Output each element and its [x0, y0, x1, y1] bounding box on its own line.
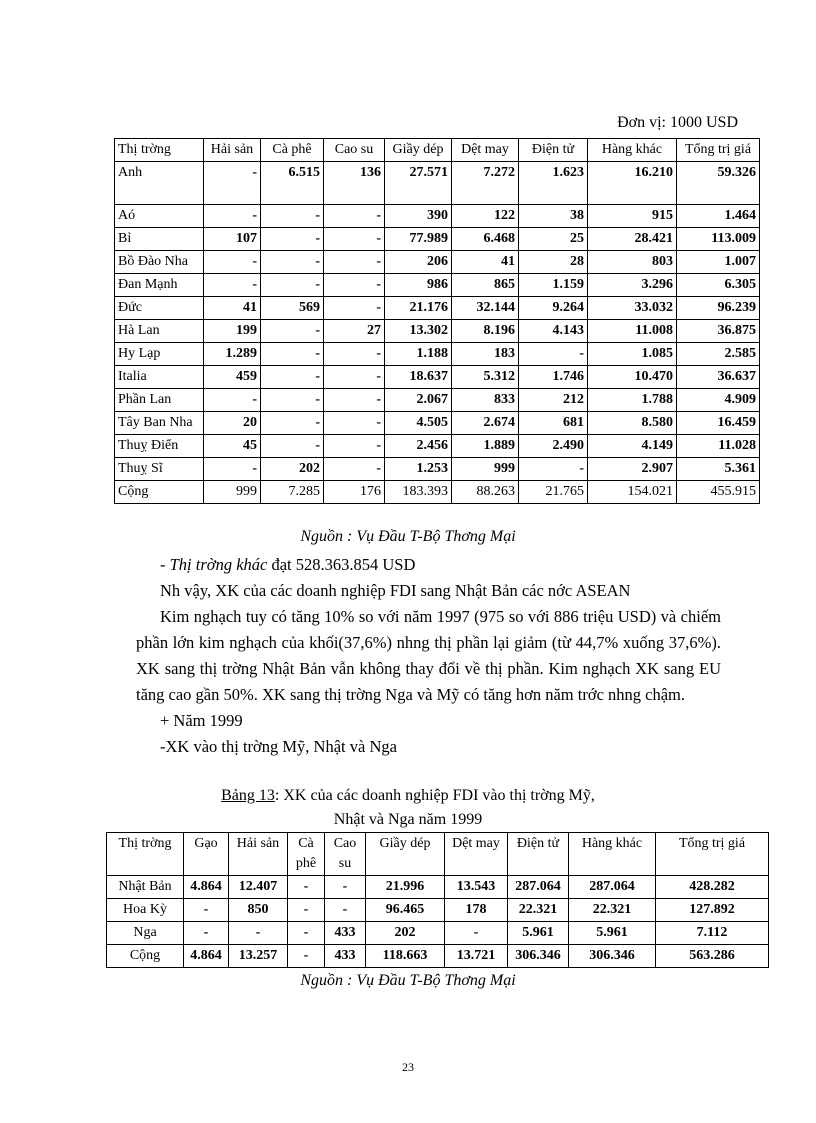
market-name-cell: Đức [115, 297, 204, 320]
col-header-total: Tổng trị giá [656, 833, 769, 876]
col-header-other: Hàng khác [569, 833, 656, 876]
table-row [107, 945, 769, 968]
col-header-market: Thị trờng [115, 139, 204, 162]
table-row [115, 458, 760, 481]
table-header-row [107, 833, 769, 876]
value-cell: - [184, 899, 229, 922]
value-cell: - [261, 435, 324, 458]
value-cell: 206 [385, 251, 452, 274]
value-cell: 88.263 [452, 481, 519, 504]
value-cell: 16.210 [588, 162, 677, 205]
paragraph-main: Kim nghạch tuy có tăng 10% so với năm 1997 (975 so với 886 triệu USD) và chiếm phần lớn kim nghạch của khối(37,6%) nhng thị phần lại giảm (từ 44,7% xuống 37,6%). XK sang thị trờng Nhật Bản vẫn không thay đổi về thị phần. Kim nghạch XK sang EU tăng cao gần 50%. XK sang thị trờng Nga và Mỹ có tăng hơn năm trớc nhng chậm. [136, 607, 721, 704]
table-row [115, 343, 760, 366]
value-cell: 2.674 [452, 412, 519, 435]
value-cell: 18.637 [385, 366, 452, 389]
value-cell: - [324, 389, 385, 412]
table-row [115, 366, 760, 389]
table-caption [0, 784, 816, 832]
value-cell: 455.915 [677, 481, 760, 504]
value-cell: - [519, 458, 588, 481]
table-row [115, 228, 760, 251]
value-cell: 41 [452, 251, 519, 274]
value-cell: 107 [204, 228, 261, 251]
col-header-seafood: Hải sản [229, 833, 288, 876]
value-cell: 22.321 [569, 899, 656, 922]
market-name-cell: Đan Mạnh [115, 274, 204, 297]
value-cell: - [288, 922, 325, 945]
value-cell: 41 [204, 297, 261, 320]
value-cell: - [261, 343, 324, 366]
value-cell: - [325, 876, 366, 899]
value-cell: 433 [325, 945, 366, 968]
value-cell: - [261, 205, 324, 228]
export-table-1999 [106, 832, 769, 968]
col-header-seafood: Hải sản [204, 139, 261, 162]
caption-line-2: Nhật và Nga năm 1999 [333, 811, 483, 828]
value-cell: - [288, 945, 325, 968]
value-cell: 33.032 [588, 297, 677, 320]
value-cell: 36.637 [677, 366, 760, 389]
col-header-coffee: Cà phê [288, 833, 325, 876]
paragraph-year: + Năm 1999 [160, 711, 243, 730]
market-name-cell: Cộng [115, 481, 204, 504]
col-header-market: Thị trờng [107, 833, 184, 876]
value-cell: 2.907 [588, 458, 677, 481]
value-cell: - [184, 922, 229, 945]
value-cell: 5.961 [569, 922, 656, 945]
export-table-eu [114, 138, 760, 504]
value-cell: 22.321 [508, 899, 569, 922]
value-cell: - [324, 458, 385, 481]
value-cell: 681 [519, 412, 588, 435]
value-cell: - [324, 412, 385, 435]
value-cell: 36.875 [677, 320, 760, 343]
value-cell: 4.505 [385, 412, 452, 435]
value-cell: - [324, 228, 385, 251]
value-cell: - [324, 435, 385, 458]
value-cell: 569 [261, 297, 324, 320]
value-cell: 12.407 [229, 876, 288, 899]
value-cell: 27 [324, 320, 385, 343]
value-cell: 1.788 [588, 389, 677, 412]
value-cell: 21.765 [519, 481, 588, 504]
value-cell: 1.085 [588, 343, 677, 366]
value-cell: - [261, 251, 324, 274]
value-cell: 154.021 [588, 481, 677, 504]
value-cell: 1.289 [204, 343, 261, 366]
value-cell: 999 [204, 481, 261, 504]
paragraph-other-market [136, 552, 721, 578]
market-name-cell: Cộng [107, 945, 184, 968]
market-name-cell: Thuỵ Điển [115, 435, 204, 458]
value-cell: 2.456 [385, 435, 452, 458]
value-cell: 59.326 [677, 162, 760, 205]
value-cell: 2.490 [519, 435, 588, 458]
table-row [115, 481, 760, 504]
page-number: 23 [402, 1060, 414, 1074]
value-cell: 3.296 [588, 274, 677, 297]
col-header-footwear: Giầy dép [385, 139, 452, 162]
value-cell: 183.393 [385, 481, 452, 504]
value-cell: 77.989 [385, 228, 452, 251]
value-cell: - [204, 389, 261, 412]
market-name-cell: Tây Ban Nha [115, 412, 204, 435]
body-text [136, 552, 721, 760]
col-header-total: Tổng trị giá [677, 139, 760, 162]
source-note-2: Nguồn : Vụ Đầu T-Bộ Thơng Mại [300, 972, 516, 989]
value-cell: 21.176 [385, 297, 452, 320]
value-cell: - [229, 922, 288, 945]
value-cell: 21.996 [366, 876, 445, 899]
value-cell: - [261, 389, 324, 412]
value-cell: 1.007 [677, 251, 760, 274]
value-cell: - [261, 366, 324, 389]
value-cell: 306.346 [508, 945, 569, 968]
value-cell: 563.286 [656, 945, 769, 968]
paragraph-asean: Nh vậy, XK của các doanh nghiệp FDI sang Nhật Bản các nớc ASEAN [160, 581, 631, 600]
col-header-other: Hàng khác [588, 139, 677, 162]
value-cell: 8.580 [588, 412, 677, 435]
market-name-cell: Thuỵ Sĩ [115, 458, 204, 481]
value-cell: 136 [324, 162, 385, 205]
value-cell: 13.721 [445, 945, 508, 968]
value-cell: 202 [261, 458, 324, 481]
value-cell: 999 [452, 458, 519, 481]
value-cell: 10.470 [588, 366, 677, 389]
market-name-cell: Hà Lan [115, 320, 204, 343]
value-cell: 176 [324, 481, 385, 504]
table-row [115, 251, 760, 274]
value-cell: 96.465 [366, 899, 445, 922]
market-name-cell: Aó [115, 205, 204, 228]
market-name-cell: Bỉ [115, 228, 204, 251]
value-cell: - [324, 343, 385, 366]
table-row [115, 389, 760, 412]
caption-text-1: : XK của các doanh nghiệp FDI vào thị trờng Mỹ, [274, 787, 595, 804]
value-cell: - [261, 228, 324, 251]
value-cell: 1.623 [519, 162, 588, 205]
value-cell: - [261, 320, 324, 343]
value-cell: 915 [588, 205, 677, 228]
value-cell: 1.464 [677, 205, 760, 228]
market-name-cell: Hy Lạp [115, 343, 204, 366]
value-cell: 13.302 [385, 320, 452, 343]
value-cell: - [204, 205, 261, 228]
value-cell: 183 [452, 343, 519, 366]
value-cell: 4.149 [588, 435, 677, 458]
value-cell: 118.663 [366, 945, 445, 968]
value-cell: 8.196 [452, 320, 519, 343]
value-cell: 16.459 [677, 412, 760, 435]
value-cell: 178 [445, 899, 508, 922]
other-market-value: đạt 528.363.854 USD [267, 555, 416, 574]
value-cell: 986 [385, 274, 452, 297]
paragraph-markets: -XK vào thị trờng Mỹ, Nhật và Nga [160, 737, 397, 756]
market-name-cell: Italia [115, 366, 204, 389]
table-row [107, 899, 769, 922]
table-header-row [115, 139, 760, 162]
value-cell: 212 [519, 389, 588, 412]
value-cell: 113.009 [677, 228, 760, 251]
value-cell: 199 [204, 320, 261, 343]
value-cell: - [204, 251, 261, 274]
col-header-rice: Gạo [184, 833, 229, 876]
value-cell: - [324, 205, 385, 228]
table-row [115, 162, 760, 205]
table-row [115, 297, 760, 320]
value-cell: 7.285 [261, 481, 324, 504]
table-row [115, 205, 760, 228]
table-row [115, 412, 760, 435]
market-name-cell: Hoa Kỳ [107, 899, 184, 922]
value-cell: 38 [519, 205, 588, 228]
value-cell: 7.112 [656, 922, 769, 945]
table-row [107, 876, 769, 899]
value-cell: 306.346 [569, 945, 656, 968]
table-row [115, 435, 760, 458]
value-cell: 122 [452, 205, 519, 228]
value-cell: - [261, 412, 324, 435]
value-cell: 96.239 [677, 297, 760, 320]
value-cell: 202 [366, 922, 445, 945]
value-cell: 6.305 [677, 274, 760, 297]
value-cell: - [324, 274, 385, 297]
other-market-label: - Thị trờng khác [160, 555, 268, 574]
value-cell: - [204, 274, 261, 297]
value-cell: 127.892 [656, 899, 769, 922]
col-header-electronics: Điện tử [508, 833, 569, 876]
market-name-cell: Nhật Bản [107, 876, 184, 899]
value-cell: 1.889 [452, 435, 519, 458]
value-cell: 4.143 [519, 320, 588, 343]
caption-line-1 [0, 784, 816, 808]
value-cell: - [445, 922, 508, 945]
value-cell: 28.421 [588, 228, 677, 251]
value-cell: 32.144 [452, 297, 519, 320]
col-header-rubber: Cao su [325, 833, 366, 876]
value-cell: 28 [519, 251, 588, 274]
value-cell: 25 [519, 228, 588, 251]
value-cell: 390 [385, 205, 452, 228]
value-cell: - [325, 899, 366, 922]
value-cell: 1.253 [385, 458, 452, 481]
source-note-1: Nguồn : Vụ Đầu T-Bộ Thơng Mại [300, 528, 516, 545]
value-cell: 803 [588, 251, 677, 274]
value-cell: - [204, 458, 261, 481]
value-cell: - [288, 899, 325, 922]
value-cell: 11.008 [588, 320, 677, 343]
value-cell: 4.909 [677, 389, 760, 412]
value-cell: 850 [229, 899, 288, 922]
value-cell: 4.864 [184, 876, 229, 899]
value-cell: 5.361 [677, 458, 760, 481]
value-cell: 433 [325, 922, 366, 945]
value-cell: - [204, 162, 261, 205]
value-cell: 5.312 [452, 366, 519, 389]
value-cell: 6.515 [261, 162, 324, 205]
value-cell: 7.272 [452, 162, 519, 205]
market-name-cell: Bồ Đào Nha [115, 251, 204, 274]
value-cell: 1.746 [519, 366, 588, 389]
table-row [115, 274, 760, 297]
value-cell: 13.543 [445, 876, 508, 899]
col-header-textile: Dệt may [452, 139, 519, 162]
value-cell: 459 [204, 366, 261, 389]
value-cell: - [324, 297, 385, 320]
value-cell: 1.159 [519, 274, 588, 297]
value-cell: 2.067 [385, 389, 452, 412]
value-cell: 1.188 [385, 343, 452, 366]
col-header-coffee: Cà phê [261, 139, 324, 162]
value-cell: - [324, 251, 385, 274]
value-cell: 9.264 [519, 297, 588, 320]
value-cell: - [288, 876, 325, 899]
value-cell: - [261, 274, 324, 297]
col-header-footwear: Giầy dép [366, 833, 445, 876]
value-cell: 13.257 [229, 945, 288, 968]
unit-label: Đơn vị: 1000 USD [617, 114, 738, 131]
value-cell: 6.468 [452, 228, 519, 251]
col-header-rubber: Cao su [324, 139, 385, 162]
value-cell: 287.064 [569, 876, 656, 899]
col-header-textile: Dệt may [445, 833, 508, 876]
value-cell: - [324, 366, 385, 389]
market-name-cell: Phần Lan [115, 389, 204, 412]
value-cell: 428.282 [656, 876, 769, 899]
value-cell: 865 [452, 274, 519, 297]
value-cell: 2.585 [677, 343, 760, 366]
value-cell: 45 [204, 435, 261, 458]
col-header-electronics: Điện tử [519, 139, 588, 162]
market-name-cell: Anh [115, 162, 204, 205]
value-cell: 833 [452, 389, 519, 412]
table-row [107, 922, 769, 945]
value-cell: 27.571 [385, 162, 452, 205]
caption-label: Bảng 13 [221, 787, 275, 804]
value-cell: - [519, 343, 588, 366]
table-row [115, 320, 760, 343]
market-name-cell: Nga [107, 922, 184, 945]
value-cell: 20 [204, 412, 261, 435]
value-cell: 287.064 [508, 876, 569, 899]
value-cell: 4.864 [184, 945, 229, 968]
value-cell: 11.028 [677, 435, 760, 458]
value-cell: 5.961 [508, 922, 569, 945]
